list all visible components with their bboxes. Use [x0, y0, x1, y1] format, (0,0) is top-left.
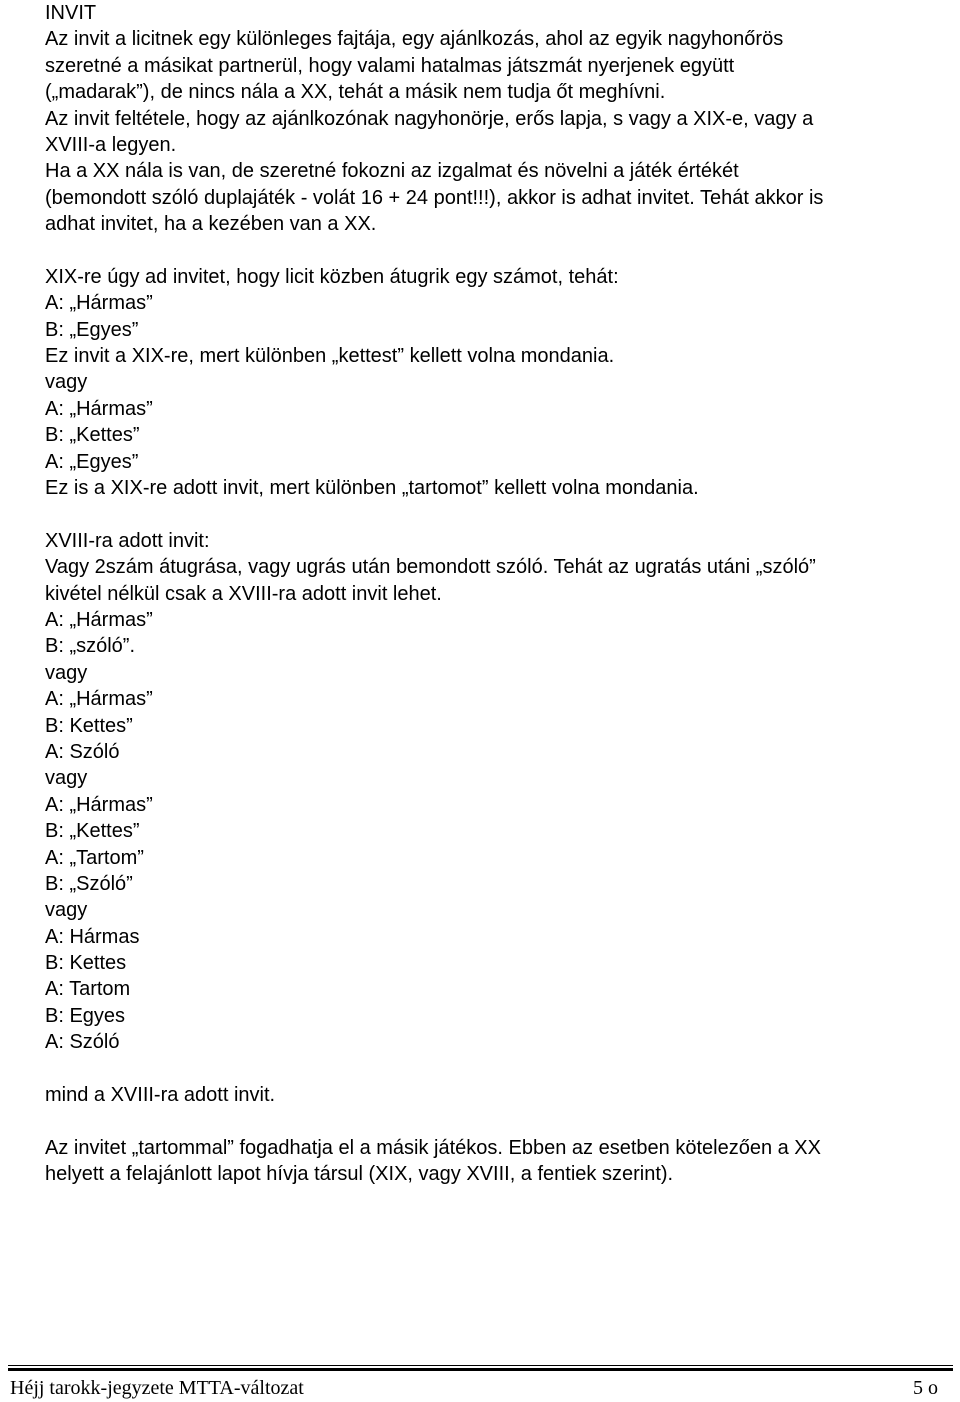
- footer-page-number: 5 o: [913, 1377, 938, 1399]
- footer-divider-thin: [8, 1365, 953, 1366]
- text-line: adhat invitet, ha a kezében van a XX.: [45, 213, 377, 236]
- text-line: Az invit a licitnek egy különleges fajtája, egy ajánlkozás, ahol az egyik nagyhonőrös: [45, 28, 784, 51]
- document-title: INVIT: [45, 2, 97, 24]
- text-line: A: Tartom: [45, 978, 131, 1001]
- text-line: („madarak”), de nincs nála a XX, tehát a másik nem tudja őt meghívni.: [45, 81, 666, 104]
- text-line: vagy: [45, 767, 88, 790]
- text-line: XVIII-ra adott invit:: [45, 529, 210, 552]
- text-line: A: „Hármas”: [45, 688, 153, 711]
- text-line: A: Hármas: [45, 925, 140, 948]
- text-line: B: „Szóló”: [45, 872, 133, 895]
- paragraph-gap: [45, 1056, 945, 1082]
- text-line: B: „Kettes”: [45, 820, 140, 843]
- text-line: vagy: [45, 899, 88, 922]
- text-line: vagy: [45, 371, 88, 394]
- text-line: A: „Hármas”: [45, 608, 153, 631]
- text-line: A: Szóló: [45, 740, 120, 763]
- paragraphs-container: [45, 26, 945, 1187]
- text-line: B: Kettes: [45, 952, 127, 975]
- text-line: A: „Hármas”: [45, 292, 153, 315]
- text-line: Az invitet „tartommal” fogadhatja el a másik játékos. Ebben az esetben kötelezően a XX: [45, 1136, 821, 1159]
- text-line: A: „Egyes”: [45, 450, 139, 473]
- text-line: vagy: [45, 661, 88, 684]
- text-line: B: „szóló”.: [45, 635, 136, 658]
- text-line: A: „Hármas”: [45, 397, 153, 420]
- text-line: Vagy 2szám átugrása, vagy ugrás után bemondott szóló. Tehát az ugratás utáni „szóló”: [45, 556, 816, 579]
- text-line: Ez invit a XIX-re, mert különben „kettest” kellett volna mondania.: [45, 345, 615, 368]
- text-line: B: Egyes: [45, 1004, 126, 1027]
- text-line: A: „Tartom”: [45, 846, 144, 869]
- paragraph-gap: [45, 501, 945, 527]
- text-line: A: „Hármas”: [45, 793, 153, 816]
- page-footer: [10, 1376, 938, 1402]
- text-line: Az invit feltétele, hogy az ajánlkozónak nagyhonörje, erős lapja, s vagy a XIX-e, vagy a: [45, 107, 814, 130]
- text-line: B: „Kettes”: [45, 424, 140, 447]
- text-line: (bemondott szóló duplajáték - volát 16 + 24 pont!!!), akkor is adhat invitet. Tehát akkor is: [45, 186, 824, 209]
- text-line: Ha a XX nála is van, de szeretné fokozni az izgalmat és növelni a játék értékét: [45, 160, 739, 183]
- text-line: B: Kettes”: [45, 714, 133, 737]
- document-body: [45, 0, 945, 1188]
- text-line: mind a XVIII-ra adott invit.: [45, 1084, 276, 1107]
- text-line: Ez is a XIX-re adott invit, mert különben „tartomot” kellett volna mondania.: [45, 477, 699, 500]
- text-line: XIX-re úgy ad invitet, hogy licit közben átugrik egy számot, tehát:: [45, 265, 619, 288]
- footer-document-name: Héjj tarokk-jegyzete MTTA-változat: [10, 1377, 304, 1399]
- text-line: B: „Egyes”: [45, 318, 139, 341]
- text-line: szeretné a másikat partnerül, hogy valami hatalmas játszmát nyerjenek együtt: [45, 54, 735, 77]
- text-line: helyett a felajánlott lapot hívja társul (XIX, vagy XVIII, a fentiek szerint).: [45, 1163, 674, 1186]
- paragraph-gap: [45, 238, 945, 264]
- text-line: XVIII-a legyen.: [45, 133, 177, 156]
- footer-divider-thick: [8, 1368, 953, 1371]
- text-line: A: Szóló: [45, 1031, 120, 1054]
- paragraph-gap: [45, 1108, 945, 1134]
- text-line: kivétel nélkül csak a XVIII-ra adott invit lehet.: [45, 582, 442, 605]
